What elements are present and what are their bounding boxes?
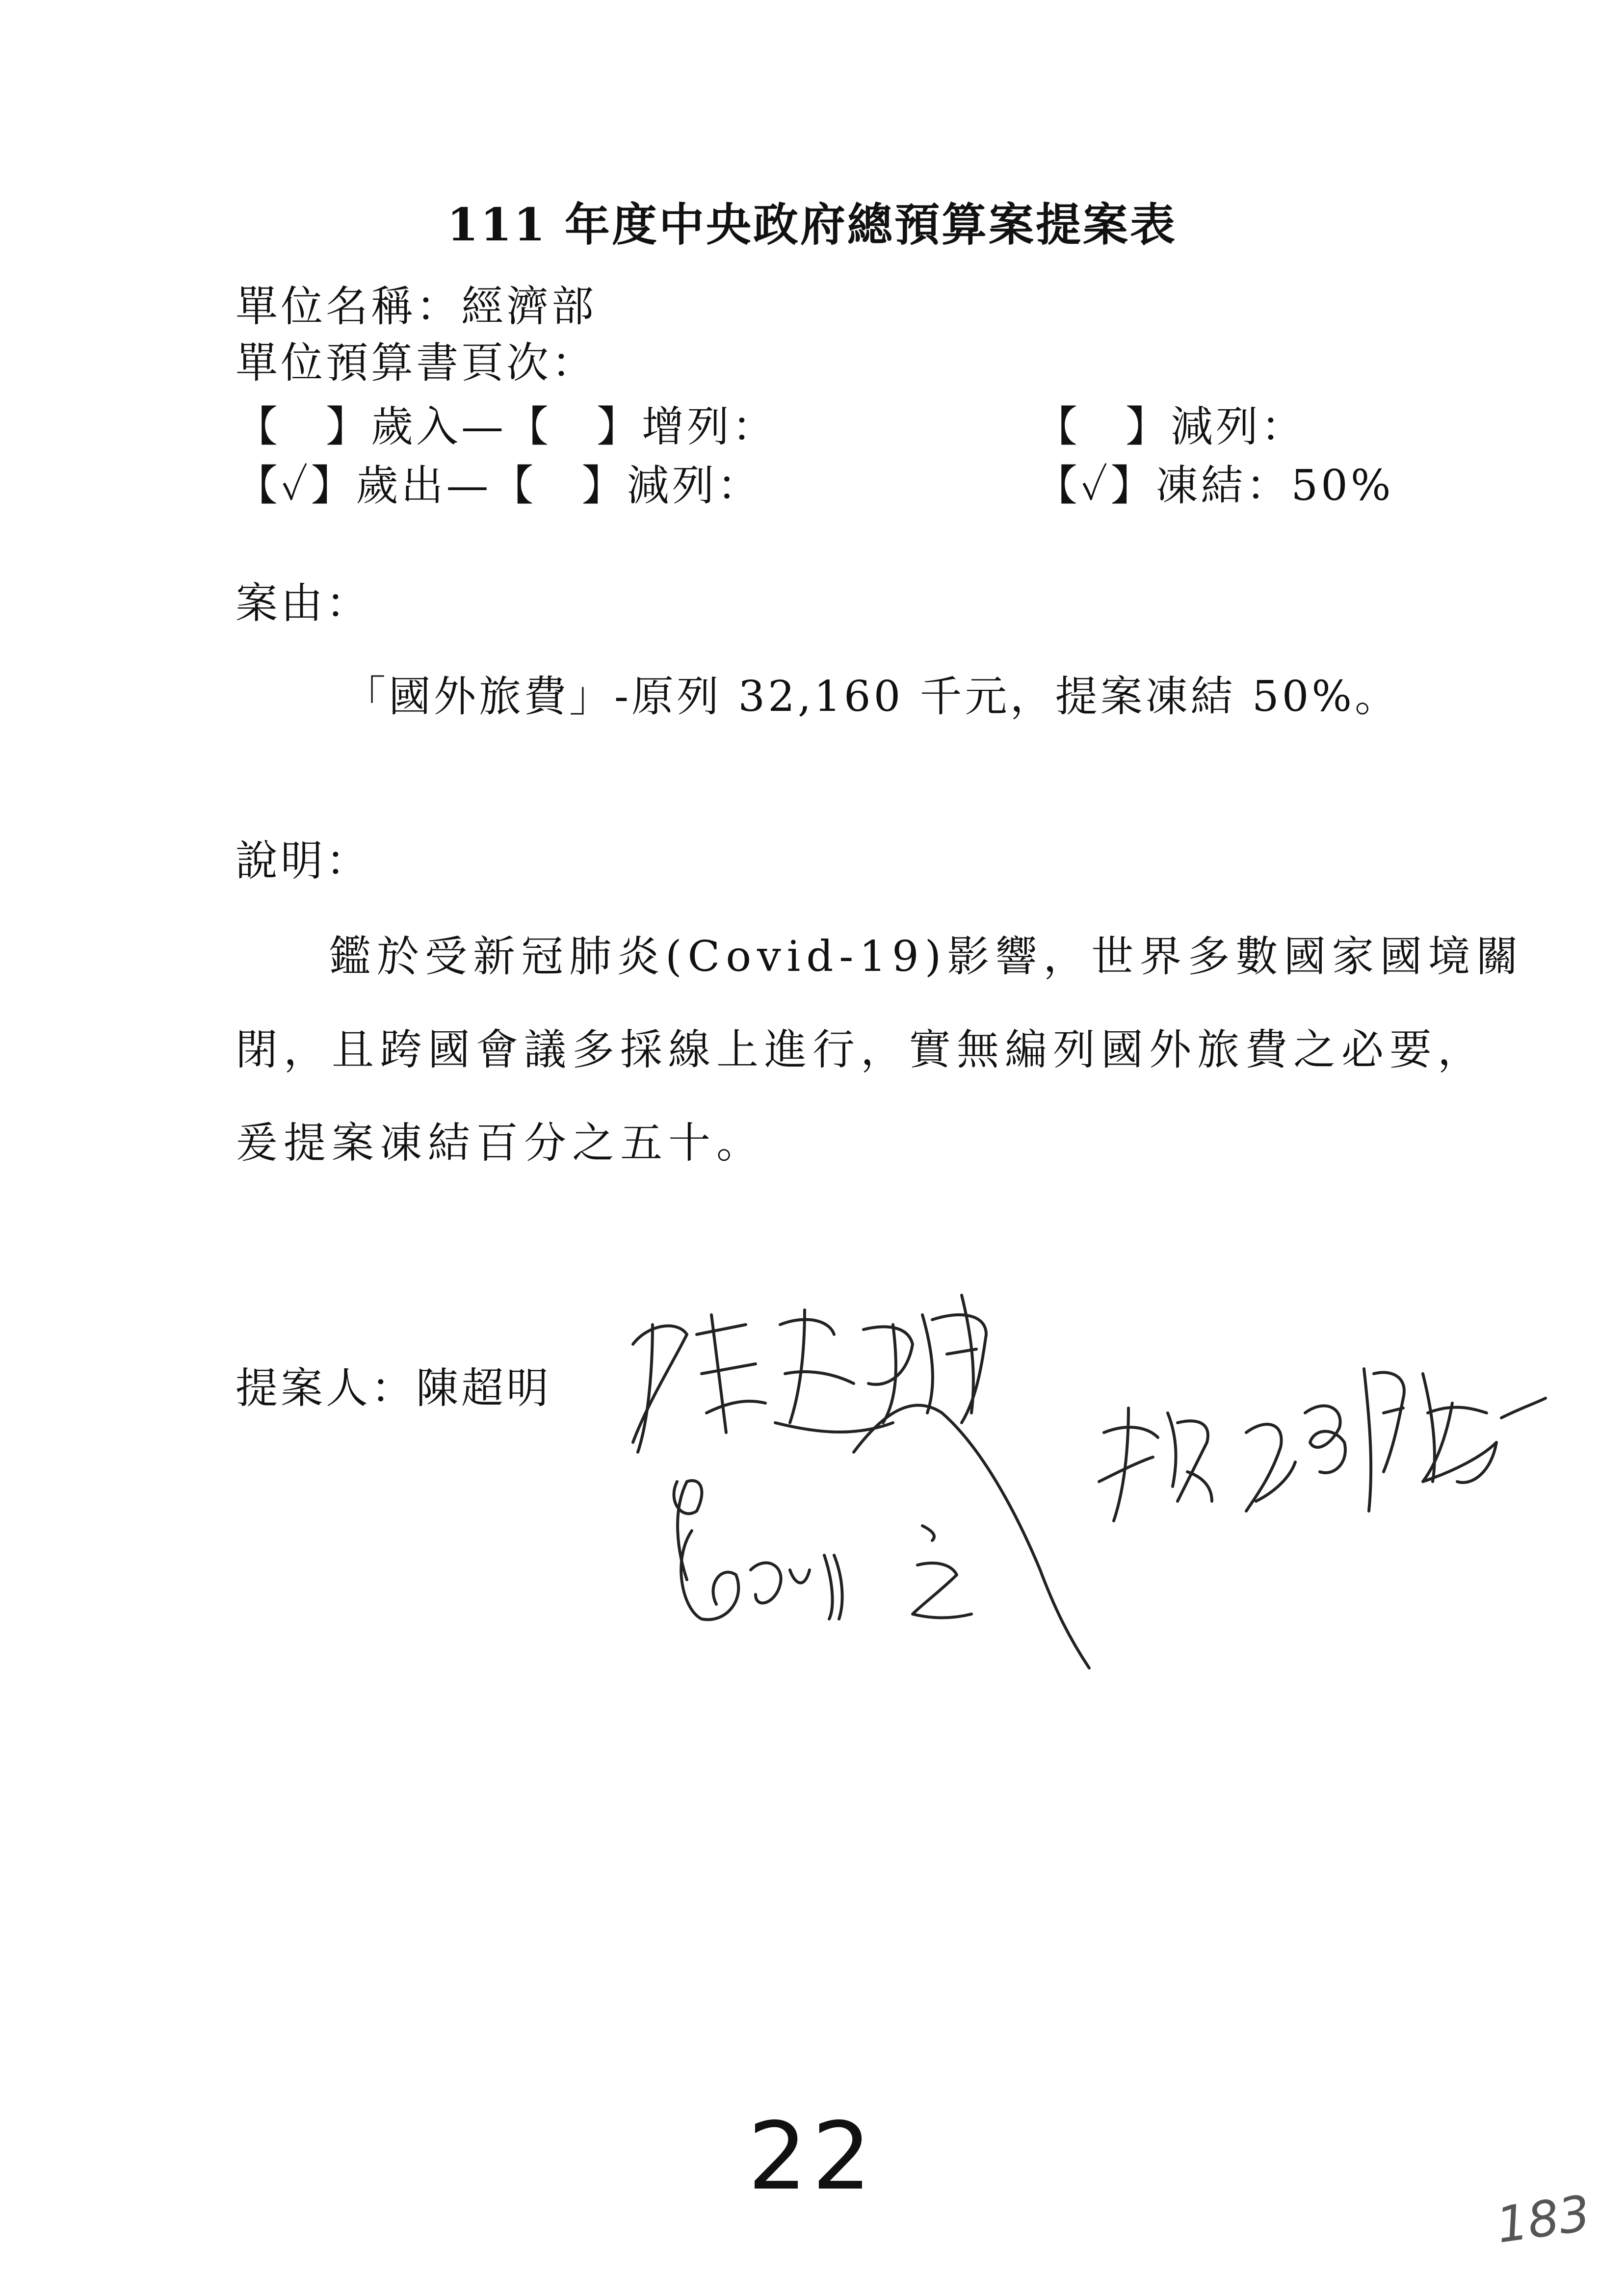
reason-text: 「國外旅費」-原列 32,160 千元，提案凍結 50%。 (343, 672, 1400, 721)
option-decrease: 【 】減列： (1035, 402, 1306, 451)
proposer-line: 提案人：陳超明 (236, 1364, 551, 1413)
reason-label: 案由： (236, 579, 371, 628)
explanation-line: 鑑於受新冠肺炎(Covid-19)影響，世界多數國家國境關 (329, 932, 1524, 981)
page-title: 111 年度中央政府總預算案提案表 (446, 198, 1178, 251)
unit-page-line: 單位預算書頁次： (236, 339, 597, 388)
page-number: 22 (748, 2102, 876, 2211)
explanation-line: 閉，且跨國會議多採線上進行，實無編列國外旅費之必要， (236, 1025, 1486, 1074)
handwritten-page-number: 183 (1493, 2184, 1594, 2254)
option-expenditure-decrease: 【✓】歲出—【 】減列： (236, 461, 762, 510)
option-revenue-increase: 【 】歲入—【 】增列： (236, 402, 777, 451)
option-freeze: 【✓】凍結：50% (1035, 461, 1394, 510)
unit-name-line: 單位名稱：經濟部 (236, 282, 597, 331)
explanation-label: 說明： (236, 836, 371, 886)
explanation-line: 爰提案凍結百分之五十。 (236, 1119, 764, 1168)
